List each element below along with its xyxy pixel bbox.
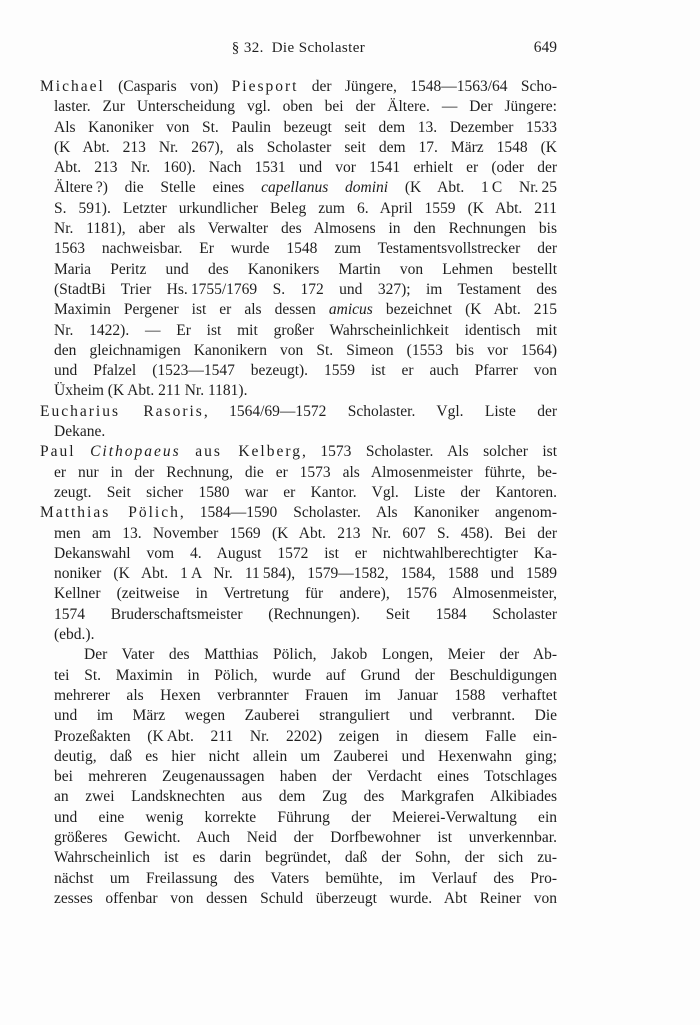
person-name: Paul [40, 443, 76, 461]
text-segment: Als Kanoniker von St. Paulin bezeugt seit dem 13. Dezember 1533 [54, 118, 557, 136]
text-segment: Dekane. [54, 423, 106, 441]
text-segment: Der Vater des Matthias Pölich, Jakob Longen, Meier der Ab- [84, 646, 557, 664]
paragraph [40, 645, 557, 909]
text-line [40, 666, 557, 686]
text-segment: und eine wenig korrekte Führung der Meierei-Verwaltung ein [54, 808, 557, 826]
text-segment [181, 443, 196, 460]
text-segment: und Pfalzel (1523—1547 bezeugt). 1559 ist er auch Pfarrer von [54, 362, 557, 380]
text-segment: 1574 Bruderschaftsmeister (Rechnungen). Seit 1584 Scholaster [54, 605, 557, 623]
text-segment: der Jüngere, 1548—1563/64 Scho- [298, 78, 558, 95]
text-line [40, 463, 557, 483]
text-line [40, 300, 557, 320]
text-line [40, 727, 557, 747]
text-line [40, 787, 557, 807]
text-segment: Nr. 1181), aber als Verwalter des Almosens in den Rechnungen bis [54, 220, 557, 238]
person-name: Piesport [231, 78, 299, 95]
text-line [40, 747, 557, 767]
paragraph [40, 77, 557, 402]
text-segment: an zwei Landsknechten aus dem Zug des Markgrafen Alkibiades [54, 788, 557, 806]
text-line [40, 889, 557, 909]
text-line [40, 97, 557, 117]
text-line [40, 321, 557, 341]
text-segment: (K Abt. 213 Nr. 267), als Scholaster seit dem 17. März 1548 (K [54, 138, 557, 156]
text-line [40, 686, 557, 706]
paragraph [40, 402, 557, 443]
text-line [40, 625, 557, 645]
text-line [40, 848, 557, 868]
text-line [40, 584, 557, 604]
text-line [40, 422, 557, 442]
text-line [40, 381, 557, 401]
text-segment: Nr. 1422). — Er ist mit großer Wahrscheinlichkeit identisch mit [54, 321, 557, 339]
text-segment: S. 591). Letzter urkundlicher Beleg zum 6. April 1559 (K Abt. 211 [54, 199, 557, 217]
text-segment [76, 443, 91, 460]
text-line [40, 219, 557, 239]
text-line [40, 199, 557, 219]
latin-term: amicus [328, 301, 373, 319]
text-segment: bei mehreren Zeugenaussagen haben der Verdacht eines Totschlages [54, 768, 557, 786]
text-segment: zesses offenbar von dessen Schuld überzeugt wurde. Abt Reiner von [54, 889, 557, 907]
text-line [40, 118, 557, 138]
section-heading: § 32. Die Scholaster [231, 40, 366, 56]
text-line [40, 239, 557, 259]
text-line [40, 77, 557, 97]
text-line [40, 442, 557, 462]
paragraph [40, 503, 557, 645]
page-number: 649 [533, 39, 557, 56]
text-segment: und im März wegen Zauberei stranguliert und verbrannt. Die [54, 707, 557, 725]
text-line [40, 503, 557, 523]
text-segment: bezeichnet (K Abt. 215 [372, 301, 557, 319]
text-segment: , 1584—1590 Scholaster. Als Kanoniker angenom- [179, 504, 557, 522]
paragraph [40, 442, 557, 503]
text-line [40, 260, 557, 280]
person-name: aus Kelberg [195, 443, 302, 461]
text-segment: Maria Peritz und des Kanonikers Martin von Lehmen bestellt [54, 260, 557, 278]
text-segment: Wahrscheinlich ist es darin begründet, daß der Sohn, der sich zu- [54, 849, 557, 867]
running-head [40, 39, 557, 57]
text-segment: (K Abt. 1 C Nr. 25 [388, 179, 557, 197]
text-line [40, 361, 557, 381]
text-line [40, 280, 557, 300]
text-line [40, 524, 557, 544]
text-segment: Ältere ?) die Stelle eines [54, 179, 262, 197]
text-line [40, 869, 557, 889]
text-segment: Prozeßakten (K Abt. 211 Nr. 2202) zeigen in diesem Falle ein- [54, 727, 557, 745]
text-line [40, 402, 557, 422]
person-name: Michael [40, 78, 105, 95]
text-block [40, 77, 557, 909]
text-segment: zeugt. Seit sicher 1580 war er Kantor. Vgl. Liste der Kantoren. [54, 483, 557, 501]
text-line [40, 158, 557, 178]
text-segment: , 1573 Scholaster. Als solcher ist [301, 443, 557, 461]
text-line [40, 706, 557, 726]
text-line [40, 767, 557, 787]
text-segment: den gleichnamigen Kanonikern von St. Simeon (1553 bis vor 1564) [54, 341, 557, 359]
text-segment: noniker (K Abt. 1 A Nr. 11 584), 1579—1582, 1584, 1588 und 1589 [54, 565, 557, 583]
text-line [40, 564, 557, 584]
text-line [40, 138, 557, 158]
text-segment: Kellner (zeitweise in Vertretung für andere), 1576 Almosenmeister, [54, 585, 557, 603]
text-segment: er nur in der Rechnung, die er 1573 als Almosenmeister führte, be- [54, 463, 557, 481]
text-line [40, 178, 557, 198]
text-segment: größeres Gewicht. Auch Neid der Dorfbewohner ist unverkennbar. [54, 828, 557, 846]
text-segment: (StadtBi Trier Hs. 1755/1769 S. 172 und 327); im Testament des [54, 280, 557, 298]
text-segment: (Casparis von) [104, 78, 232, 95]
text-segment: , 1564/69—1572 Scholaster. Vgl. Liste der [203, 402, 557, 420]
text-segment: tei St. Maximin in Pölich, wurde auf Grund der Beschuldigungen [54, 666, 557, 684]
text-segment: Maximin Pergener ist er als dessen [54, 301, 329, 319]
text-segment: Üxheim (K Abt. 211 Nr. 1181). [54, 382, 248, 400]
text-segment: (ebd.). [54, 626, 95, 644]
text-segment: mehrerer als Hexen verbrannter Frauen im Januar 1588 verhaftet [54, 686, 557, 704]
person-name-latin: Cithopaeus [90, 443, 181, 461]
text-line [40, 544, 557, 564]
text-line [40, 645, 557, 665]
text-line [40, 483, 557, 503]
text-line [40, 828, 557, 848]
text-line [40, 341, 557, 361]
text-segment: Dekanswahl vom 4. August 1572 ist er nichtwahlberechtigter Ka- [54, 544, 557, 562]
text-segment: men am 13. November 1569 (K Abt. 213 Nr. 607 S. 458). Bei der [54, 524, 557, 542]
text-segment: laster. Zur Unterscheidung vgl. oben bei der Ältere. — Der Jüngere: [54, 98, 557, 116]
text-segment: nächst um Freilassung des Vaters bemühte, im Verlauf des Pro- [54, 869, 557, 887]
latin-term: capellanus domini [261, 179, 389, 197]
text-line [40, 605, 557, 625]
person-name: Eucharius Rasoris [40, 402, 204, 420]
person-name: Matthias Pölich [40, 504, 180, 522]
text-line [40, 808, 557, 828]
text-segment: 1563 nachweisbar. Er wurde 1548 zum Testamentsvollstrecker der [54, 240, 557, 258]
text-segment: deutig, daß es hier nicht allein um Zauberei und Hexenwahn ging; [54, 747, 557, 765]
text-segment: Abt. 213 Nr. 160). Nach 1531 und vor 1541 erhielt er (oder der [54, 159, 557, 177]
